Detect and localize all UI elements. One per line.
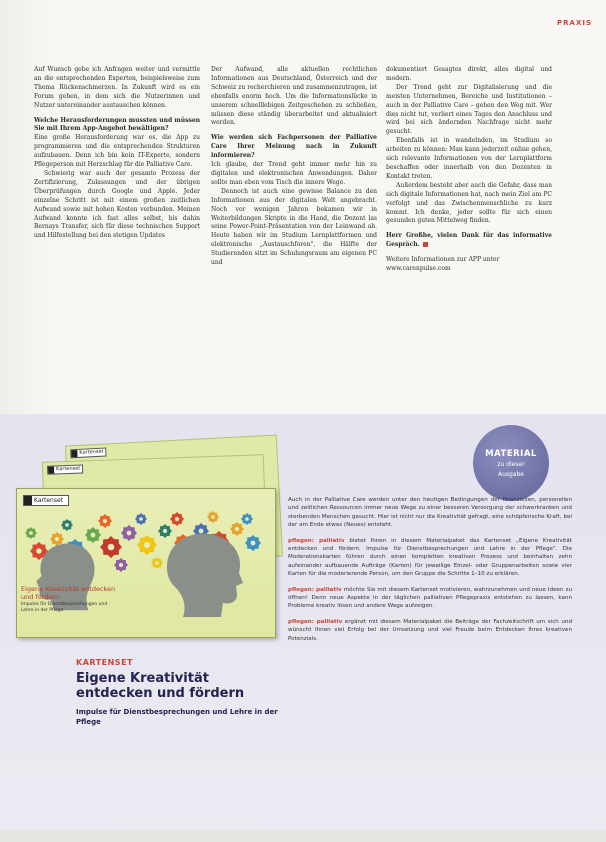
text-column-1: [34, 66, 200, 241]
more-info: Weitere Informationen zur APP unter www.carenpulse.com: [386, 256, 500, 273]
paragraph: Eine große Herausforderung war es, die App zu programmieren und die entsprechenden Strukturen aufzubauen. Denn ich bin kein IT-Experte, sondern Pflegeperson mit Herzschlag für die Palliative Care.: [34, 134, 200, 169]
badge-line: zu dieser: [497, 461, 525, 468]
website-link[interactable]: www.carenpulse.com: [386, 265, 451, 273]
card-tag: Kartenset: [70, 447, 106, 458]
card-title: Eigene Kreativität entdecken und fördern: [21, 585, 116, 601]
paragraph: dokumentiert Gesagtes direkt, alles digital und modern.: [386, 66, 552, 82]
end-square-icon: [423, 242, 428, 247]
text-column-3: [386, 66, 552, 274]
paragraph: pflegen: palliativ möchte Sie mit diesem Kartenset motivieren, wahrzunehmen und neue Ideen zu öffnen! Denn neue Aspekte in der täglichen palliativen Pflegepraxis entstehen zu lassen, kann Probleme kreativ lösen und andere Wege aufzeigen.: [288, 586, 573, 610]
paragraph: Dennoch ist auch eine gewisse Balance zu den Informationen aus der digitalen Welt angebracht. Noch vor wenigen Jahren bekamen wir in Weiterbildungen Skripte in die Hand, die Dozent las seine Power-Point-Präsentation von der Leinwand ab. Heute haben wir im Studium Lernplattformen und elektronische „Austauschforen", die Hälfte der Studierenden sitzt im Schulungsraum am eigenen PC und: [211, 187, 377, 267]
brand-name: pflegen: palliativ: [288, 618, 343, 625]
paragraph: Der Aufwand, alle aktuellen rechtlichen Informationen aus Deutschland, Österreich und der Schweiz zu recherchieren und zusammenzutragen, ist ebenfalls enorm hoch. Um die Informationslücke in unserem schnelllebigen Zeitgeschehen zu schließen, müssen diese ständig überarbeitet und aktualisiert werden.: [211, 66, 377, 127]
paragraph: pflegen: palliativ bietet Ihnen in diesem Materialpaket das Kartenset „Eigene Kreativität entdecken und fördern. Impulse für Dienstbesprechungen und Lehre in der Pflege". Die Moderationskarten führen durch einen kompletten kreativen Prozess und beinhalten zehn aufeinander aufbauende Aufträge (Karten) für jeweilige Einzel- oder Gruppenarbeiten sowie vier Karten für die moderierende Person, um den Gruppe die Schritte 1–10 zu erklären.: [288, 537, 572, 578]
page-bottom-edge: [0, 830, 606, 842]
head-silhouette-icon: [167, 533, 243, 617]
paragraph: Außerdem besteht aber auch die Gefahr, dass man sich digitale Informationen hat, nach mein Ziel am PC verfolgt und das Zwischenmenschliche zu kurz kommt. Ich denke, jeder sollte für sich einen gesunden guten Mittelweg finden.: [386, 181, 552, 225]
material-description: [288, 496, 572, 650]
section-label: PRAXIS: [557, 19, 592, 27]
card-title-block: [21, 585, 121, 613]
kartenset-label: KARTENSET: [76, 658, 133, 667]
gear-icon: [121, 525, 137, 541]
card-tag: Kartenset: [23, 495, 69, 506]
gear-icon: [245, 535, 261, 551]
paragraph: Ich glaube, der Trend geht immer mehr hin zu digitalen und elektronischen Anwendungen. Daher sollte man eben vom Tisch die innere Wege.: [211, 161, 377, 186]
gear-icon: [50, 532, 64, 546]
paragraph: Auf Wunsch gebe ich Anfragen weiter und vermittle an die entsprechenden Experten, beispielsweise zum Thema Rückenschmerzen. In Zukunft wird es ein Forum geben, in dem sich die Nutzerinnen und Nutzer untereinander austauschen können.: [34, 66, 200, 109]
text-column-2: [211, 66, 377, 268]
gear-icon: [137, 535, 157, 555]
kartenset-title: Eigene Kreativität entdecken und fördern: [76, 671, 245, 701]
material-badge: [473, 425, 549, 501]
badge-line: Ausgabe: [497, 470, 525, 478]
card-front: [16, 488, 276, 638]
gear-icon: [98, 514, 112, 528]
gear-icon: [114, 558, 128, 572]
closing-thanks: Herr Großhe, vielen Dank für das informative Gespräch.: [386, 232, 552, 249]
brand-name: pflegen: palliativ: [288, 537, 345, 544]
gear-icon: [151, 557, 163, 569]
card-subtitle: Impulse für Dienstbesprechungen und Lehre in der Pflege: [21, 602, 108, 613]
paragraph: Schwierig war auch der gesamte Prozess der Zertifizierung, Zulassungen und der übrigen Überprüfungen durch Google und Apple. Jeder einzelne Schritt ist mit einem großen zeitlichen Aufwand sowie mit hohen Kosten verbunden. Meinen Aufwand konnte ich fast alles selbst, bis dahin Bernays Transfer, sich für diese technischen Support und Hilfestellung bei den stetigen Updates: [34, 169, 200, 240]
paragraph: Ebenfalls ist in wandelnden, im Studium so arbeiten zu können: Man kann jederzeit online gehen, sich relevante Informationen von der Lernplattform beschaffen oder innerhalb von den Dozenten in Kontakt treten.: [386, 137, 552, 180]
paragraph: Auch in der Palliative Care werden unter den heutigen Bedingungen der finanziellen, personellen und zeitlichen Ressourcen immer neue Wege zu einer besseren Versorgung der schwerkranken und sterbenden Menschen gesucht. Hier ist nicht nur die Kreativität gefragt, eine schöpferische Kraft, bei der am Ende etwas (Neues) entsteht.: [288, 497, 572, 529]
paragraph: Der Trend geht zur Digitalisierung und die meisten Unternehmen, Bereiche und Institutionen – auch in der Palliative Care – gehen den Weg mit. Wer dies nicht tut, verliert eines Tages den Anschluss und wird bei sich ändernden Nachfrage nicht mehr gesucht.: [386, 83, 552, 136]
kartenset-subtitle: Impulse für Dienstbesprechungen und Lehre in der Pflege: [76, 708, 278, 726]
gear-icon: [241, 513, 253, 525]
gear-icon: [135, 513, 147, 525]
badge-title: MATERIAL: [485, 449, 537, 459]
gear-icon: [207, 511, 219, 523]
gear-icon: [170, 512, 184, 526]
brand-name: pflegen: palliativ: [288, 586, 342, 593]
gear-icon: [230, 522, 244, 536]
gear-icon: [85, 527, 101, 543]
interview-question: Wie werden sich Fachpersonen der Palliative Care Ihrer Meinung nach in Zukunft informieren?: [211, 134, 377, 160]
interview-question: Welche Herausforderungen mussten und müssen Sie mit Ihrem App-Angebot bewältigen?: [34, 116, 200, 133]
card-tag: Kartenset: [47, 464, 83, 474]
kartenset-block: [76, 658, 286, 727]
gear-icon: [61, 519, 73, 531]
gear-icon: [158, 524, 172, 538]
gear-icon: [25, 527, 37, 539]
paragraph: pflegen: palliativ ergänzt mit diesem Materialpaket die Beiträge der Fachzeitschrift um sich und wünscht Ihnen viel Erfolg bei der Umsetzung und viel Freude beim Entdecken Ihres kreativen Potenzials.: [288, 618, 573, 642]
gears-illustration: [17, 489, 275, 637]
gear-icon: [100, 536, 122, 558]
